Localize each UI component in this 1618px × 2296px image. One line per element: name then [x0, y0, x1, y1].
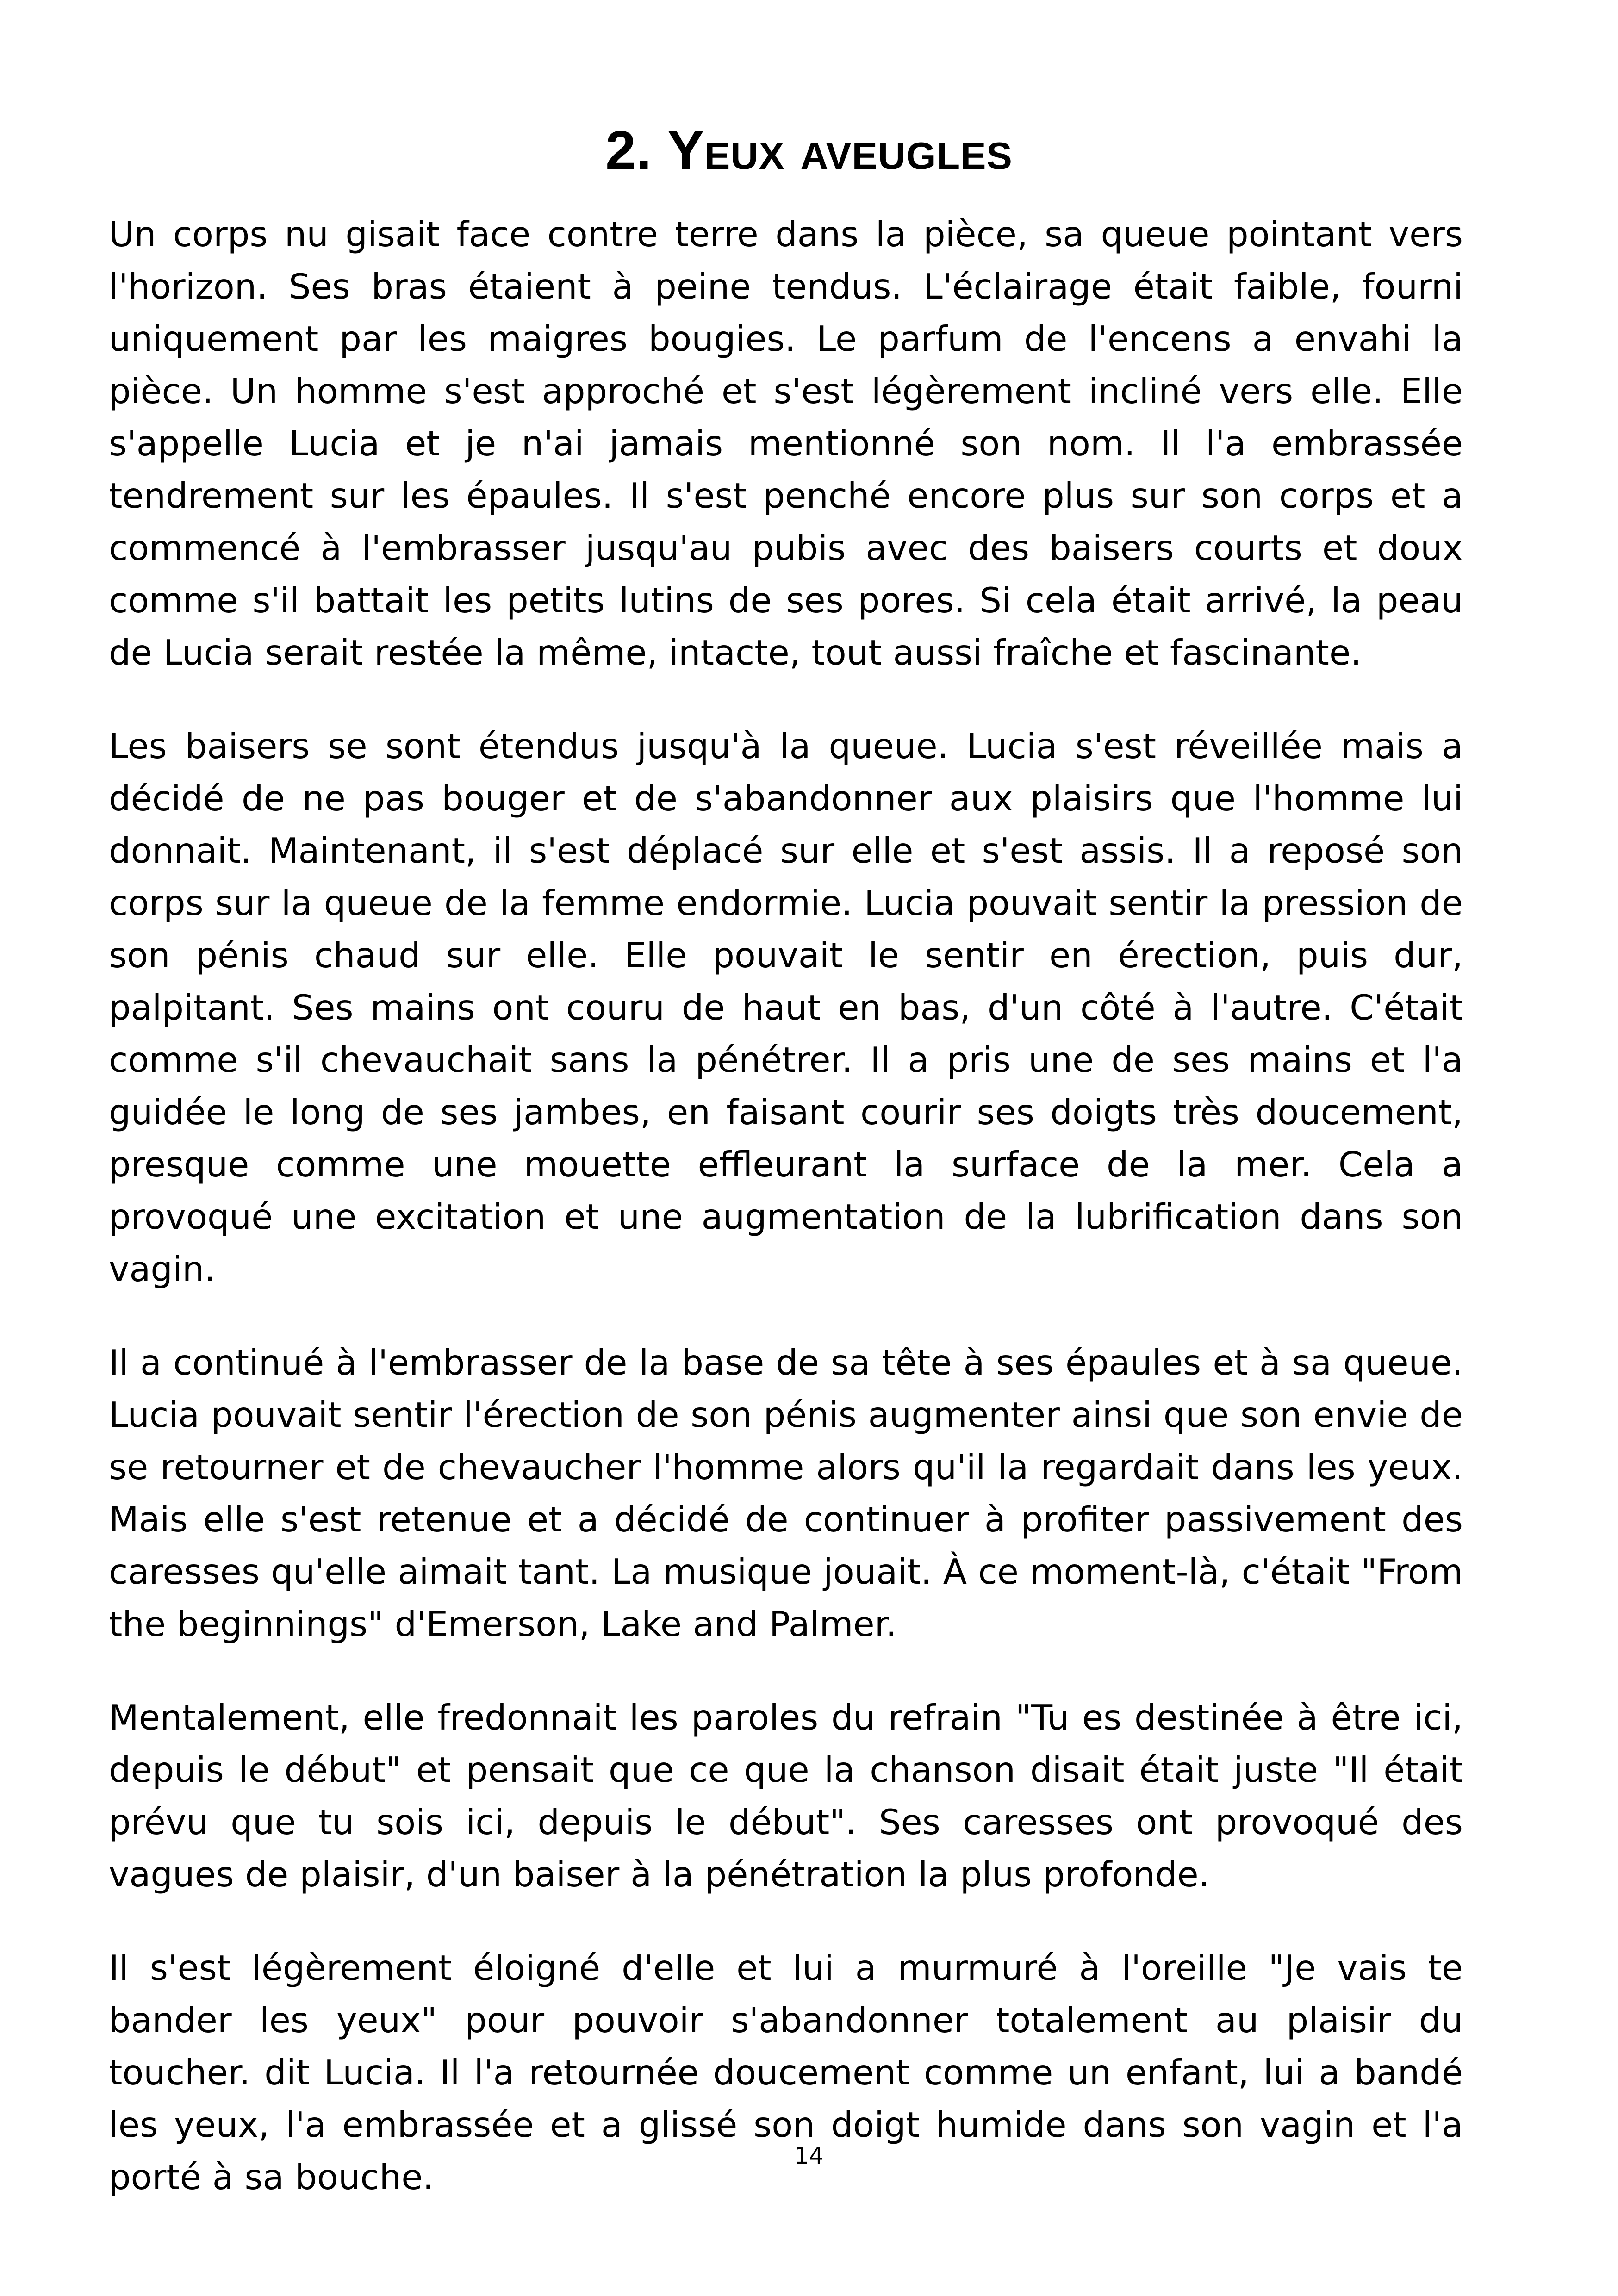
chapter-title-text: Yeux aveugles [667, 120, 1013, 181]
paragraph-2: Les baisers se sont étendus jusqu'à la queue. Lucia s'est réveillée mais a décidé de ne pas bouger et de s'abandonner aux plaisirs que l'homme lui donnait. Maintenant, il s'est déplacé sur elle et s'est assis. Il a reposé son corps sur la queue de la femme endormie. Lucia pouvait sentir la pression de son pénis chaud sur elle. Elle pouvait le sentir en érection, puis dur, palpitant. Ses mains ont couru de haut en bas, d'un côté à l'autre. C'était comme s'il chevauchait sans la pénétrer. Il a pris une de ses mains et l'a guidée le long de ses jambes, en faisant courir ses doigts très doucement, presque comme une mouette effleurant la surface de la mer. Cela a provoqué une excitation et une augmentation de la lubrification dans son vagin. [109, 726, 1463, 1289]
chapter-title [0, 116, 1618, 185]
paragraph-3: Il a continué à l'embrasser de la base de sa tête à ses épaules et à sa queue. Lucia pouvait sentir l'érection de son pénis augmenter ainsi que son envie de se retourner et de chevaucher l'homme alors qu'il la regardait dans les yeux. Mais elle s'est retenue et a décidé de continuer à profiter passivement des caresses qu'elle aimait tant. La musique jouait. À ce moment-là, c'était "From the beginnings" d'Emerson, Lake and Palmer. [109, 1342, 1463, 1644]
chapter-number: 2. [605, 120, 652, 181]
chapter-body [109, 208, 1463, 2245]
paragraph-1: Un corps nu gisait face contre terre dans la pièce, sa queue pointant vers l'horizon. Ses bras étaient à peine tendus. L'éclairage était faible, fourni uniquement par les maigres bougies. Le parfum de l'encens a envahi la pièce. Un homme s'est approché et s'est légèrement incliné vers elle. Elle s'appelle Lucia et je n'ai jamais mentionné son nom. Il l'a embrassée tendrement sur les épaules. Il s'est penché encore plus sur son corps et a commencé à l'embrasser jusqu'au pubis avec des baisers courts et doux comme s'il battait les petits lutins de ses pores. Si cela était arrivé, la peau de Lucia serait restée la même, intacte, tout aussi fraîche et fascinante. [109, 214, 1463, 673]
paragraph-5: Il s'est légèrement éloigné d'elle et lui a murmuré à l'oreille "Je vais te bander les yeux" pour pouvoir s'abandonner totalement au plaisir du toucher. dit Lucia. Il l'a retournée doucement comme un enfant, lui a bandé les yeux, l'a embrassée et a glissé son doigt humide dans son vagin et l'a porté à sa bouche. [109, 1948, 1463, 2197]
paragraph-4: Mentalement, elle fredonnait les paroles du refrain "Tu es destinée à être ici, depuis le début" et pensait que ce que la chanson disait était juste "Il était prévu que tu sois ici, depuis le début". Ses caresses ont provoqué des vagues de plaisir, d'un baiser à la pénétration la plus profonde. [109, 1697, 1463, 1895]
page-number: 14 [794, 2142, 824, 2169]
